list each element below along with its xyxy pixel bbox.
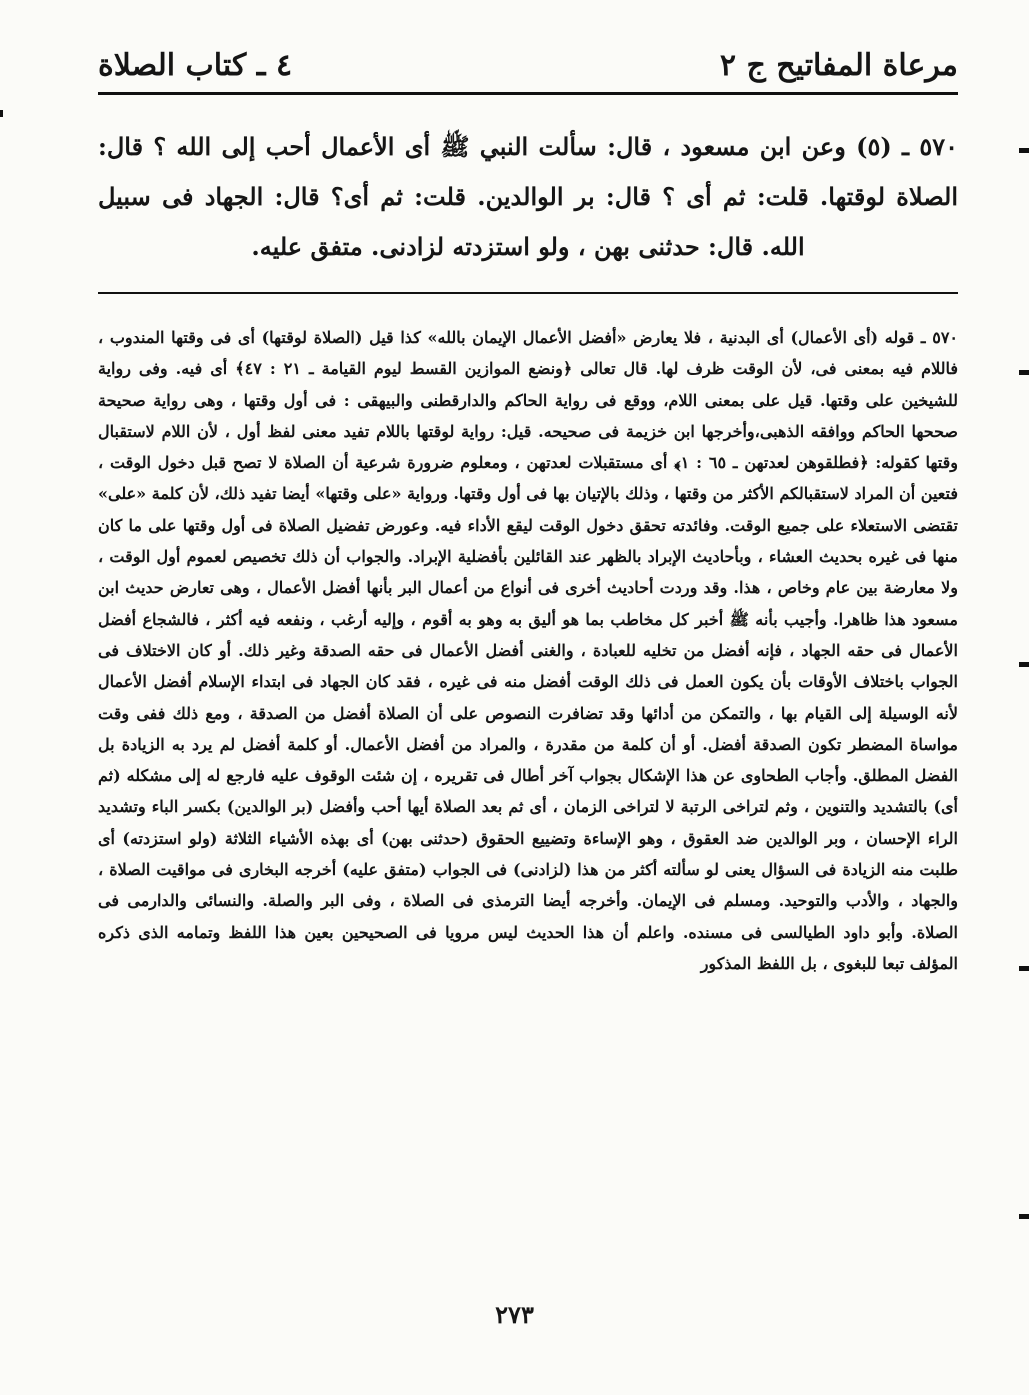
page-number: ٢٧٣ (495, 1300, 534, 1329)
margin-mark (1019, 148, 1029, 153)
margin-mark (1019, 966, 1029, 971)
book-title: مرعاة المفاتيح ج ٢ (719, 48, 958, 83)
margin-mark (1019, 1214, 1029, 1219)
margin-mark (1019, 370, 1029, 375)
running-header (98, 44, 958, 90)
hadith-text: ٥٧٠ ـ (٥) وعن ابن مسعود ، قال: سألت النبي ﷺ أى الأعمال أحب إلى الله ؟ قال: الصلاة لوقتها. قلت: ثم أى ؟ قال: بر الوالدين. قلت: ثم أى؟ قال: الجهاد فى سبيل الله. قال: حدثنى بهن ، ولو استزدته لزادنى. متفق عليه. (98, 132, 958, 261)
section-rule (98, 292, 958, 294)
chapter-title: ٤ ـ كتاب الصلاة (98, 48, 293, 83)
margin-mark (0, 110, 3, 117)
commentary-paragraph: ٥٧٠ ـ قوله (أى الأعمال) أى البدنية ، فلا يعارض «أفضل الأعمال الإيمان بالله» كذا قيل (الصلاة لوقتها) أى فى وقتها المندوب ، فاللام فيه بمعنى فى، لأن الوقت ظرف لها. قال تعالى ﴿ونضع الموازين القسط ليوم القيامة ـ ٢١ : ٤٧﴾ أى فيه. وفى رواية للشيخين على وقتها. قيل على بمعنى اللام، ووقع فى رواية الحاكم والدارقطنى والبيهقى : فى أول وقتها ، وهى رواية صحيحة صححها الحاكم ووافقه الذهبى،وأخرجها ابن خزيمة فى صحيحه. قيل: رواية لوقتها باللام تفيد معنى لفظ أول ، لأن اللام لاستقبال وقتها كقوله: ﴿فطلقوهن لعدتهن ـ ٦٥ : ١﴾ أى مستقبلات لعدتهن ، ومعلوم ضرورة شرعية أن الصلاة لا تصح قبل دخول الوقت ، فتعين أن المراد لاستقبالكم الأكثر من وقتها ، وذلك بالإتيان بها فى أول وقتها. ورواية «على وقتها» أيضا تفيد ذلك، لأن كلمة «على» تقتضى الاستعلاء على جميع الوقت. وفائدته تحقق دخول الوقت ليقع الأداء فيه. وعورض تفضيل الصلاة فى أول وقتها على ما كان منها فى غيره بحديث العشاء ، وبأحاديث الإبراد بالظهر عند القائلين بأفضلية الإبراد. والجواب أن ذلك تخصيص لعموم أول الوقت ، ولا معارضة بين عام وخاص ، هذا. وقد وردت أحاديث أخرى فى أنواع من أعمال البر بأنها أفضل الأعمال ، وهى تعارض حديث ابن مسعود هذا ظاهرا. وأجيب بأنه ﷺ أخبر كل مخاطب بما هو أليق به وهو به أقوم ، وإليه أرغب ، ونفعه فيه أكثر ، فالشجاع أفضل الأعمال فى حقه الجهاد ، فإنه أفضل من تخليه للعبادة ، والغنى أفضل الأعمال فى حقه الصدقة وغير ذلك. أو كان الاختلاف فى الجواب باختلاف الأوقات بأن يكون العمل فى ذلك الوقت أفضل منه فى غيره ، فقد كان الجهاد فى ابتداء الإسلام أفضل الأعمال لأنه الوسيلة إلى القيام بها ، والتمكن من أدائها وقد تضافرت النصوص على أن الصلاة أفضل من الصدقة ، ومع ذلك ففى وقت مواساة المضطر تكون الصدقة أفضل. أو أن كلمة من مقدرة ، والمراد من أفضل الأعمال. أو كلمة أفضل لم يرد به الزيادة بل الفضل المطلق. وأجاب الطحاوى عن هذا الإشكال بجواب آخر أطال فى تقريره ، إن شئت الوقوف عليه فارجع له إلى مشكله (ثم أى) بالتشديد والتنوين ، وثم لتراخى الرتبة لا لتراخى الزمان ، أى ثم بعد الصلاة أيها أحب وأفضل (بر الوالدين) بكسر الباء وتشديد الراء الإحسان ، وبر الوالدين ضد العقوق ، وهو الإساءة وتضييع الحقوق (حدثنى بهن) أى بهذه الأشياء الثلاثة (ولو استزدته) أى طلبت منه الزيادة فى السؤال يعنى لو سألته أكثر من هذا (لزادنى) فى الجواب (متفق عليه) أخرجه البخارى فى مواقيت الصلاة ، والجهاد ، والأدب والتوحيد. ومسلم فى الإيمان. وأخرجه أيضا الترمذى فى الصلاة ، وفى البر والصلة. والنسائى والدارمى فى الصلاة. وأبو داود الطيالسى فى مسنده. واعلم أن هذا الحديث ليس مرويا فى الصحيحين بعين هذا اللفظ وتمامه الذى ذكره المؤلف تبعا للبغوى ، بل اللفظ المذكور (98, 328, 959, 973)
commentary-text (98, 322, 958, 979)
margin-mark (1019, 662, 1029, 667)
header-rule (98, 92, 958, 95)
